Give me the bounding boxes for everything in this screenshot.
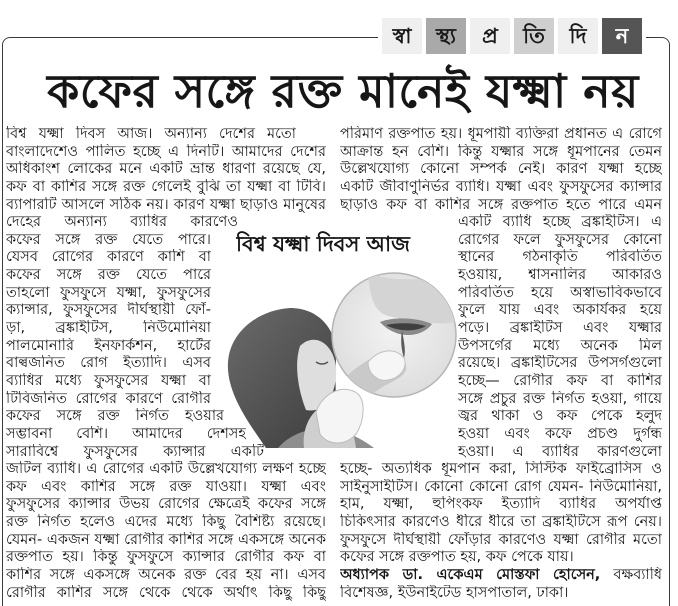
left-column-line: বিশ্ব যক্ষ্মা দিবস আজ। অন্যান্য দেশের মতো xyxy=(6,126,296,142)
article-subheading: বিশ্ব যক্ষ্মা দিবস আজ xyxy=(236,232,410,256)
left-column-line: জটিল ব্যাধি। এ রোগের একটি উল্লেখযোগ্য লক্ষণ হচ্ছে xyxy=(6,461,326,478)
right-column-line: একটি জীবাণুনির্ভর ব্যাধি। যক্ষ্মা এবং ফুসফুসের ক্যান্সার xyxy=(340,178,662,195)
left-column-line: দেহের অন্যান্য ব্যাধির কারণেও xyxy=(6,214,238,231)
section-header-part: ন xyxy=(602,18,642,54)
section-header-part: তি xyxy=(514,18,554,54)
coughing-woman-illustration xyxy=(218,262,463,448)
left-column-line: ব্যাধির মধ্যে ফুসফুসের যক্ষ্মা বা xyxy=(6,372,211,389)
left-column-line: ফুসফুসের ক্যান্সার উভয় রোগের ক্ষেত্রেই কফের সঙ্গে xyxy=(6,496,326,513)
left-column-line: কফ এবং কাশির সঙ্গে রক্ত যাওয়া। যক্ষ্মা এবং xyxy=(6,478,326,495)
left-column-line: অধিকাংশ লোকের মনে একটি ভ্রান্ত ধারণা রয়েছে যে, xyxy=(6,161,326,178)
left-column-line: রোগীর কাশির সঙ্গে থেকে থেকে অর্থাৎ কিছু কিছু xyxy=(6,584,326,601)
author-designation: বক্ষব্যাধি xyxy=(613,567,662,584)
right-column-line: হওয়া। এ ব্যাধির কারণগুলো xyxy=(458,443,662,460)
right-column-line: ছাড়াও কফ বা কাশির সঙ্গে রক্তপাত হতে পারে এমন xyxy=(340,196,662,213)
right-column-line: চিকিৎসার কারণেও ধীরে ধীরে তা ব্রঙ্কাইটিসে রূপ নেয়। xyxy=(340,514,662,531)
left-column-line: যেমন- একজন যক্ষ্মা রোগীর কাশির সঙ্গে একসঙ্গে অনেক xyxy=(6,531,326,548)
right-column-line: কফের সঙ্গে রক্তপাত হয়, কফ পেকে যায়। xyxy=(340,549,574,566)
right-column-line: হচ্ছে- অত্যধিক ধূমপান করা, সিস্টিক ফাইব্রোসিস ও xyxy=(340,461,662,478)
right-column-line: পরিমাণ রক্তপাত হয়। ধূমপায়ী ব্যক্তিরা প্রধানত এ রোগে xyxy=(340,126,662,142)
left-column-line: কফ বা কাশির সঙ্গে রক্ত গেলেই বুঝি তা যক্ষ্মা বা টিবি। xyxy=(6,178,326,195)
left-column-line: রক্তপাত হয়। কিন্তু ফুসফুসে ক্যান্সার রোগীর কফ বা xyxy=(6,549,326,566)
right-column-line: রোগের ফলে ফুসফুসের কোনো xyxy=(458,231,662,248)
right-column-line: জ্বর থাকা ও কফ পেকে হলুদ xyxy=(458,408,662,425)
right-column-line: হওয়ায়, শ্বাসনালির আকারও xyxy=(458,267,662,284)
right-column-line: হচ্ছে— রোগীর কফ বা কাশির xyxy=(458,372,662,389)
right-column-line: উল্লেখযোগ্য কোনো সম্পর্ক নেই। কারণ যক্ষ্মা হচ্ছে xyxy=(340,161,662,178)
section-header-part: স্বা xyxy=(382,18,422,54)
section-header-part: স্থ্য xyxy=(426,18,466,54)
left-column-line: সম্ভাবনা বেশি। আমাদের দেশসহ xyxy=(6,425,246,442)
right-column-line: স্থানের গঠনাকৃতি পরিবর্তিত xyxy=(458,249,662,266)
byline xyxy=(340,567,662,585)
right-column-line: সঙ্গে প্রচুর রক্ত নির্গত হওয়া, গায়ে xyxy=(458,390,662,407)
right-column-line: আক্রান্ত হন বেশি। কিন্তু যক্ষ্মার সঙ্গে ধূমপানের তেমন xyxy=(340,143,662,160)
left-column-line: কফের সঙ্গে রক্ত যেতে পারে। xyxy=(6,231,211,248)
right-column-line: সাইনুসাইটিস। কোনো কোনো রোগ যেমন- নিউমোনিয়া, xyxy=(340,478,662,495)
left-column-line: ক্যান্সার, ফুসফুসের দীর্ঘস্থায়ী ফোঁ- xyxy=(6,302,211,319)
left-column-line: রক্ত নির্গত হলেও এদের মধ্যে কিছু বৈশিষ্ট্য রয়েছে। xyxy=(6,514,326,531)
right-column-line: ফুলে যায় এবং অকার্যকর হয়ে xyxy=(458,302,662,319)
right-column-line: পড়ে। ব্রঙ্কাইটিস এবং যক্ষ্মার xyxy=(458,320,662,337)
right-column-line: একটি ব্যাধি হচ্ছে ব্রঙ্কাইটিস। এ xyxy=(458,214,662,231)
author-name: অধ্যাপক ডা. একেএম মোস্তফা হোসেন, xyxy=(340,567,601,584)
section-header-health-daily xyxy=(378,18,646,54)
section-header-part: দি xyxy=(558,18,598,54)
left-column-line: বাল্বজনিত রোগ ইত্যাদি। এসব xyxy=(6,355,211,372)
right-column-line: হওয়া এবং কফে প্রচণ্ড দুর্গন্ধ xyxy=(458,425,662,442)
right-column-line: উপসর্গের মধ্যে অনেক মিল xyxy=(458,337,662,354)
left-column-line: পালমোনারি ইনফার্কশন, হার্টের xyxy=(6,337,211,354)
left-column-line: টিবিজনিত রোগের কারণে রোগীর xyxy=(6,390,211,407)
left-column-line: ব্যাপারটি আসলে সঠিক নয়। কারণ যক্ষ্মা ছাড়াও মানুষের xyxy=(6,196,326,213)
right-column-line: রয়েছে। ব্রঙ্কাইটিসের উপসর্গগুলো xyxy=(458,355,662,372)
right-column-line: হাম, যক্ষ্মা, হুপিংকফ ইত্যাদি ব্যাধির অপর্যাপ্ত xyxy=(340,496,662,513)
left-column-line: ড়া, ব্রঙ্কাইটিস, নিউমোনিয়া xyxy=(6,320,211,337)
magnified-mouth-circle xyxy=(330,272,458,408)
right-column-line: পরিবর্তিত হয়ে অস্বাভাবিকভাবে xyxy=(458,284,662,301)
section-header-part: প্র xyxy=(470,18,510,54)
right-column-line: ফুসফুসে দীর্ঘস্থায়ী ফোঁড়ার কারণেও যক্ষ্মা রোগীর মতো xyxy=(340,531,662,548)
left-column-line: সারাবিশ্বে ফুসফুসের ক্যান্সার একটি xyxy=(6,443,264,460)
left-column-line: কফের সঙ্গে রক্ত নির্গত হওয়ার xyxy=(6,408,224,425)
left-column-line: যেসব রোগের কারণে কাশি বা xyxy=(6,249,211,266)
left-column-line: তাহলো ফুসফুসে যক্ষ্মা, ফুসফুসের xyxy=(6,284,211,301)
article-headline: কফের সঙ্গে রক্ত মানেই যক্ষ্মা নয় xyxy=(47,64,639,118)
left-column-line: কাশির সঙ্গে একসঙ্গে অনেক রক্ত বের হয় না। এসব xyxy=(6,567,326,584)
left-column-line: কফের সঙ্গে রক্ত যেতে পারে xyxy=(6,267,211,284)
left-column-line: বাংলাদেশেও পালিত হচ্ছে এ দিনটি। আমাদের দেশের xyxy=(6,143,326,160)
author-affiliation: বিশেষজ্ঞ, ইউনাইটেড হাসপাতাল, ঢাকা। xyxy=(340,584,569,601)
